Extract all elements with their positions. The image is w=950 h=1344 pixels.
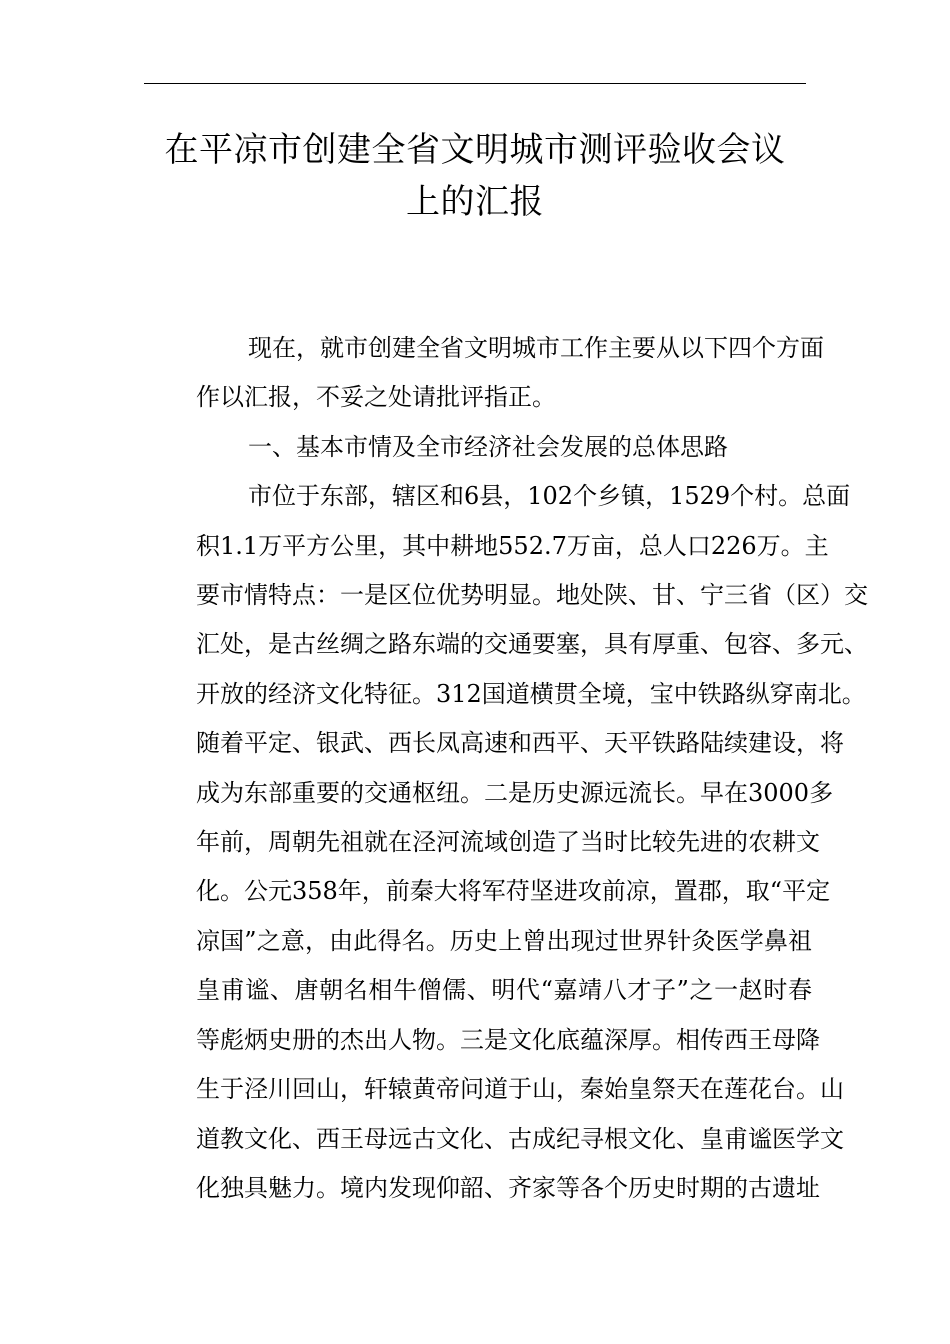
text-line: 现在，就市创建全省文明城市工作主要从以下四个方面 [248,334,824,362]
text-line: 生于泾川回山，轩辕黄帝问道于山，秦始皇祭天在莲花台。山 [196,1075,844,1104]
text-line: 凉国”之意，由此得名。历史上曾出现过世界针灸医学鼻祖 [196,926,812,955]
document-title [144,124,806,228]
text-line: 市位于东部，辖区和6县，102个乡镇，1529个村。总面 [248,482,851,511]
paragraph-city-overview [144,472,868,1213]
text-line: 一、基本市情及全市经济社会发展的总体思路 [248,432,728,461]
title-line-1: 在平凉市创建全省文明城市测评验收会议 [164,130,786,170]
text-line: 成为东部重要的交通枢纽。二是历史源远流长。早在3000多 [196,778,834,807]
document-body [144,324,868,1213]
title-line-2: 上的汇报 [406,182,544,222]
text-line: 积1.1万平方公里，其中耕地552.7万亩，总人口226万。主 [196,531,829,560]
text-line: 年前，周朝先祖就在泾河流域创造了当时比较先进的农耕文 [196,828,820,857]
text-line: 皇甫谧、唐朝名相牛僧儒、明代“嘉靖八才子”之一赵时春 [196,976,812,1005]
section-heading [144,423,812,472]
text-line: 要市情特点：一是区位优势明显。地处陕、甘、宁三省（区）交 [196,581,868,610]
text-line: 道教文化、西王母远古文化、古成纪寻根文化、皇甫谧医学文 [196,1124,844,1153]
text-line: 等彪炳史册的杰出人物。三是文化底蕴深厚。相传西王母降 [196,1025,820,1054]
paragraph-intro [144,324,824,423]
text-line: 汇处，是古丝绸之路东端的交通要塞，具有厚重、包容、多元、 [196,630,868,659]
text-line: 化独具魅力。境内发现仰韶、齐家等各个历史时期的古遗址 [196,1173,820,1202]
text-line: 化。公元358年，前秦大将军苻坚进攻前凉，置郡，取“平定 [196,877,831,906]
text-line: 开放的经济文化特征。312国道横贯全境，宝中铁路纵穿南北。 [196,679,866,708]
header-rule [144,83,806,84]
text-line: 作以汇报，不妥之处请批评指正。 [196,383,556,412]
text-line: 随着平定、银武、西长凤高速和西平、天平铁路陆续建设，将 [196,729,844,758]
